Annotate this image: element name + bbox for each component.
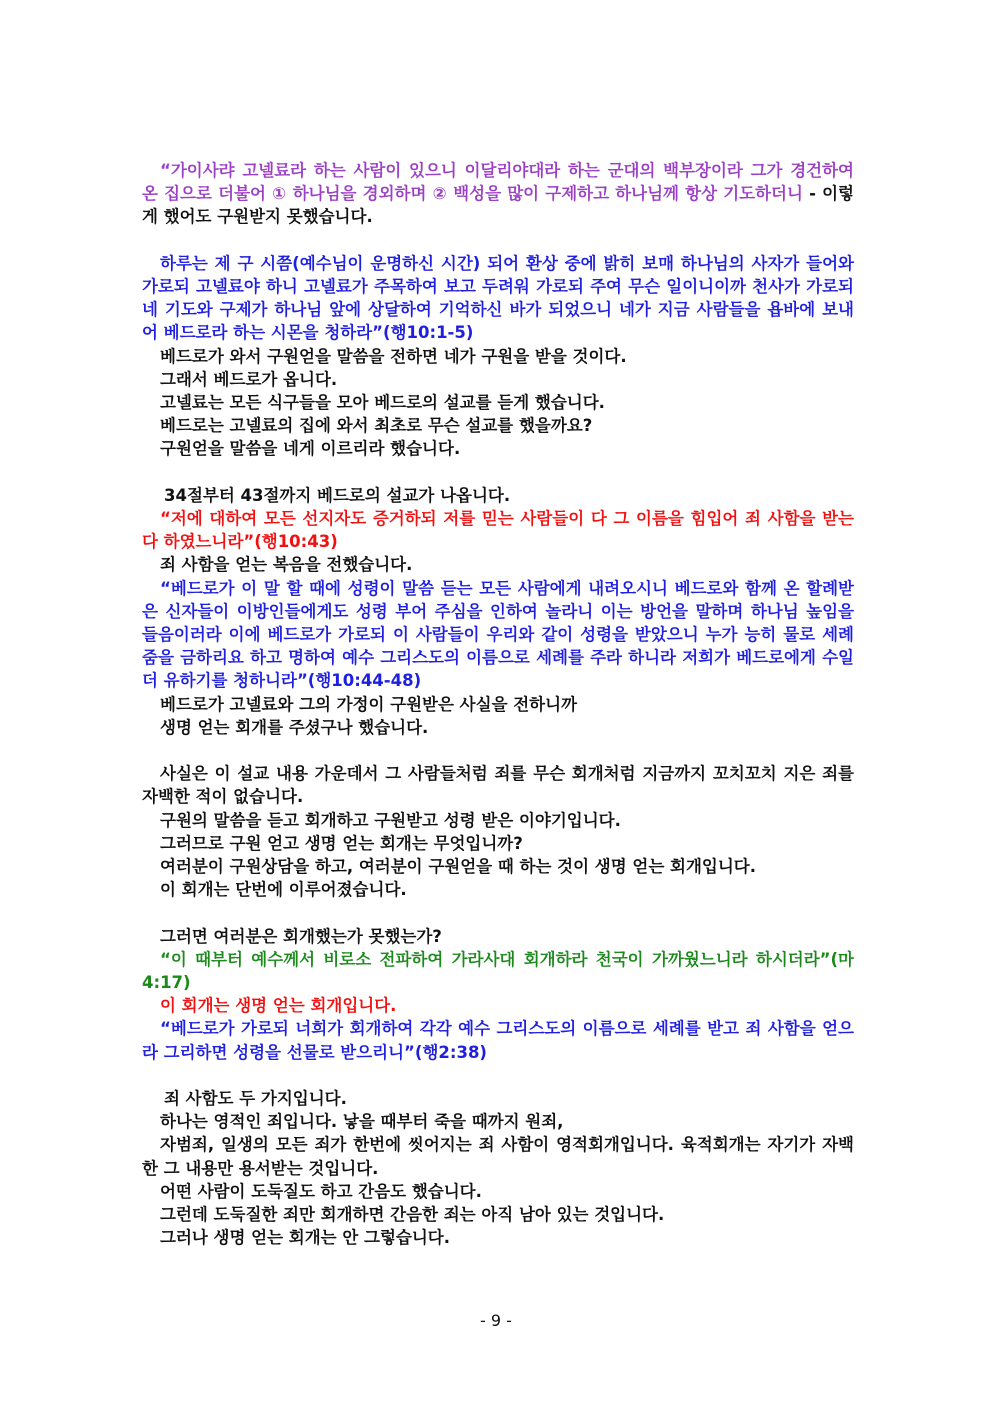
- body-text: 그러므로 구원 얻고 생명 얻는 회개는 무엇입니까?: [160, 833, 523, 853]
- paragraph: [142, 437, 854, 460]
- body-text: 하나는 영적인 죄입니다. 낳을 때부터 죽을 때까지 원죄,: [160, 1112, 564, 1132]
- emphasis-text: 이 회개는 생명 얻는 회개입니다.: [160, 996, 397, 1016]
- paragraph: [142, 716, 854, 739]
- commentary: - 이렇게 했어도 구원받지 못했습니다.: [142, 184, 854, 227]
- paragraph: [142, 1203, 854, 1226]
- body-text: 34절부터 43절까지 베드로의 설교가 나옵니다.: [164, 485, 511, 505]
- paragraph: [142, 762, 854, 808]
- body-text: 그런데 도둑질한 죄만 회개하면 간음한 죄는 아직 남아 있는 것입니다.: [160, 1205, 665, 1225]
- paragraph: [142, 1133, 854, 1179]
- body-text: 그러면 여러분은 회개했는가 못했는가?: [160, 926, 442, 946]
- scripture-quote: “가이사랴 고넬료라 하는 사람이 있으니 이달리야대라 하는 군대의 백부장이라 그가 경건하여 온 집으로 더불어 ① 하나님을 경외하며 ② 백성을 많이 구제하고 하나님께 항상 기도하더니: [142, 161, 854, 204]
- body-text: 사실은 이 설교 내용 가운데서 그 사람들처럼 죄를 무슨 회개처럼 지금까지 꼬치꼬치 지은 죄를 자백한 적이 없습니다.: [142, 764, 854, 807]
- body-text: 베드로는 고넬료의 집에 와서 최초로 무슨 설교를 했을까요?: [160, 416, 593, 436]
- paragraph: [142, 925, 854, 948]
- paragraph: [142, 345, 854, 368]
- scripture-quote: “베드로가 이 말 할 때에 성령이 말씀 듣는 모든 사람에게 내려오시니 베드로와 함께 온 할례받은 신자들이 이방인들에게도 성령 부어 주심을 인하여 놀라니 이는 방언을 말하며 하나님 높임을 들음이러라 이에 베드로가 가로되 이 사람들이 우리와 같이 성령을 받았으니 누가 능히 물로 세례 줌을 금하리요 하고 명하여 예수 그리스도의 이름으로 세례를 주라 하니라 저희가 베드로에게 수일 더 유하기를 청하니라”(행10:44-48): [142, 578, 854, 691]
- paragraph: [142, 553, 854, 576]
- body-text: 죄 사함도 두 가지입니다.: [164, 1089, 347, 1109]
- paragraph: [142, 809, 854, 832]
- paragraph: [142, 832, 854, 855]
- paragraph: [142, 1226, 854, 1249]
- page-body: [142, 159, 854, 1249]
- paragraph: [142, 484, 854, 507]
- body-text: 베드로가 고넬료와 그의 가정이 구원받은 사실을 전하니까: [160, 694, 578, 714]
- paragraph: [142, 577, 854, 693]
- body-text: 베드로가 와서 구원얻을 말씀을 전하면 네가 구원을 받을 것이다.: [160, 346, 627, 366]
- paragraph: [142, 948, 854, 994]
- body-text: 이 회개는 단번에 이루어졌습니다.: [160, 880, 407, 900]
- body-text: 구원의 말씀을 듣고 회개하고 구원받고 성령 받은 이야기입니다.: [160, 810, 621, 830]
- page-number: - 9 -: [480, 1311, 512, 1330]
- paragraph: [142, 693, 854, 716]
- body-text: 자범죄, 일생의 모든 죄가 한번에 씻어지는 죄 사함이 영적회개입니다. 육적회개는 자기가 자백한 그 내용만 용서받는 것입니다.: [142, 1135, 854, 1178]
- body-text: 그래서 베드로가 옵니다.: [160, 369, 338, 389]
- body-text: 어떤 사람이 도둑질도 하고 간음도 했습니다.: [160, 1181, 482, 1201]
- paragraph: [142, 1110, 854, 1133]
- paragraph: [142, 507, 854, 553]
- paragraph: [142, 855, 854, 878]
- paragraph: [142, 1017, 854, 1063]
- scripture-quote: “베드로가 가로되 너희가 회개하여 각각 예수 그리스도의 이름으로 세례를 받고 죄 사함을 얻으라 그리하면 성령을 선물로 받으리니”(행2:38): [142, 1019, 854, 1062]
- paragraph: [142, 252, 854, 345]
- body-text: 고넬료는 모든 식구들을 모아 베드로의 설교를 듣게 했습니다.: [160, 393, 605, 413]
- paragraph: [142, 878, 854, 901]
- scripture-quote: 하루는 제 구 시쯤(예수님이 운명하신 시간) 되어 환상 중에 밝히 보매 하나님의 사자가 들어와 가로되 고넬료야 하니 고넬료가 주목하여 보고 두려워 가로되 주여 무슨 일이니이까 천사가 가로되 네 기도와 구제가 하나님 앞에 상달하여 기억하신 바가 되었으니 네가 지금 사람들을 욥바에 보내어 베드로라 하는 시몬을 청하라”(행10:1-5): [142, 253, 854, 343]
- body-text: 구원얻을 말씀을 네게 이르리라 했습니다.: [160, 439, 461, 459]
- paragraph: [142, 368, 854, 391]
- scripture-quote: “저에 대하여 모든 선지자도 증거하되 저를 믿는 사람들이 다 그 이름을 힘입어 죄 사함을 받는다 하였느니라”(행10:43): [142, 509, 854, 552]
- body-text: 여러분이 구원상담을 하고, 여러분이 구원얻을 때 하는 것이 생명 얻는 회개입니다.: [160, 857, 756, 877]
- paragraph: [142, 391, 854, 414]
- paragraph: [142, 1087, 854, 1110]
- paragraph: [142, 414, 854, 437]
- body-text: 죄 사함을 얻는 복음을 전했습니다.: [160, 555, 413, 575]
- paragraph: [142, 994, 854, 1017]
- body-text: 그러나 생명 얻는 회개는 안 그렇습니다.: [160, 1228, 451, 1248]
- paragraph: [142, 159, 854, 229]
- paragraph: [142, 1180, 854, 1203]
- body-text: 생명 얻는 회개를 주셨구나 했습니다.: [160, 717, 429, 737]
- scripture-quote: “이 때부터 예수께서 비로소 전파하여 가라사대 회개하라 천국이 가까웠느니라 하시더라”(마4:17): [142, 949, 854, 993]
